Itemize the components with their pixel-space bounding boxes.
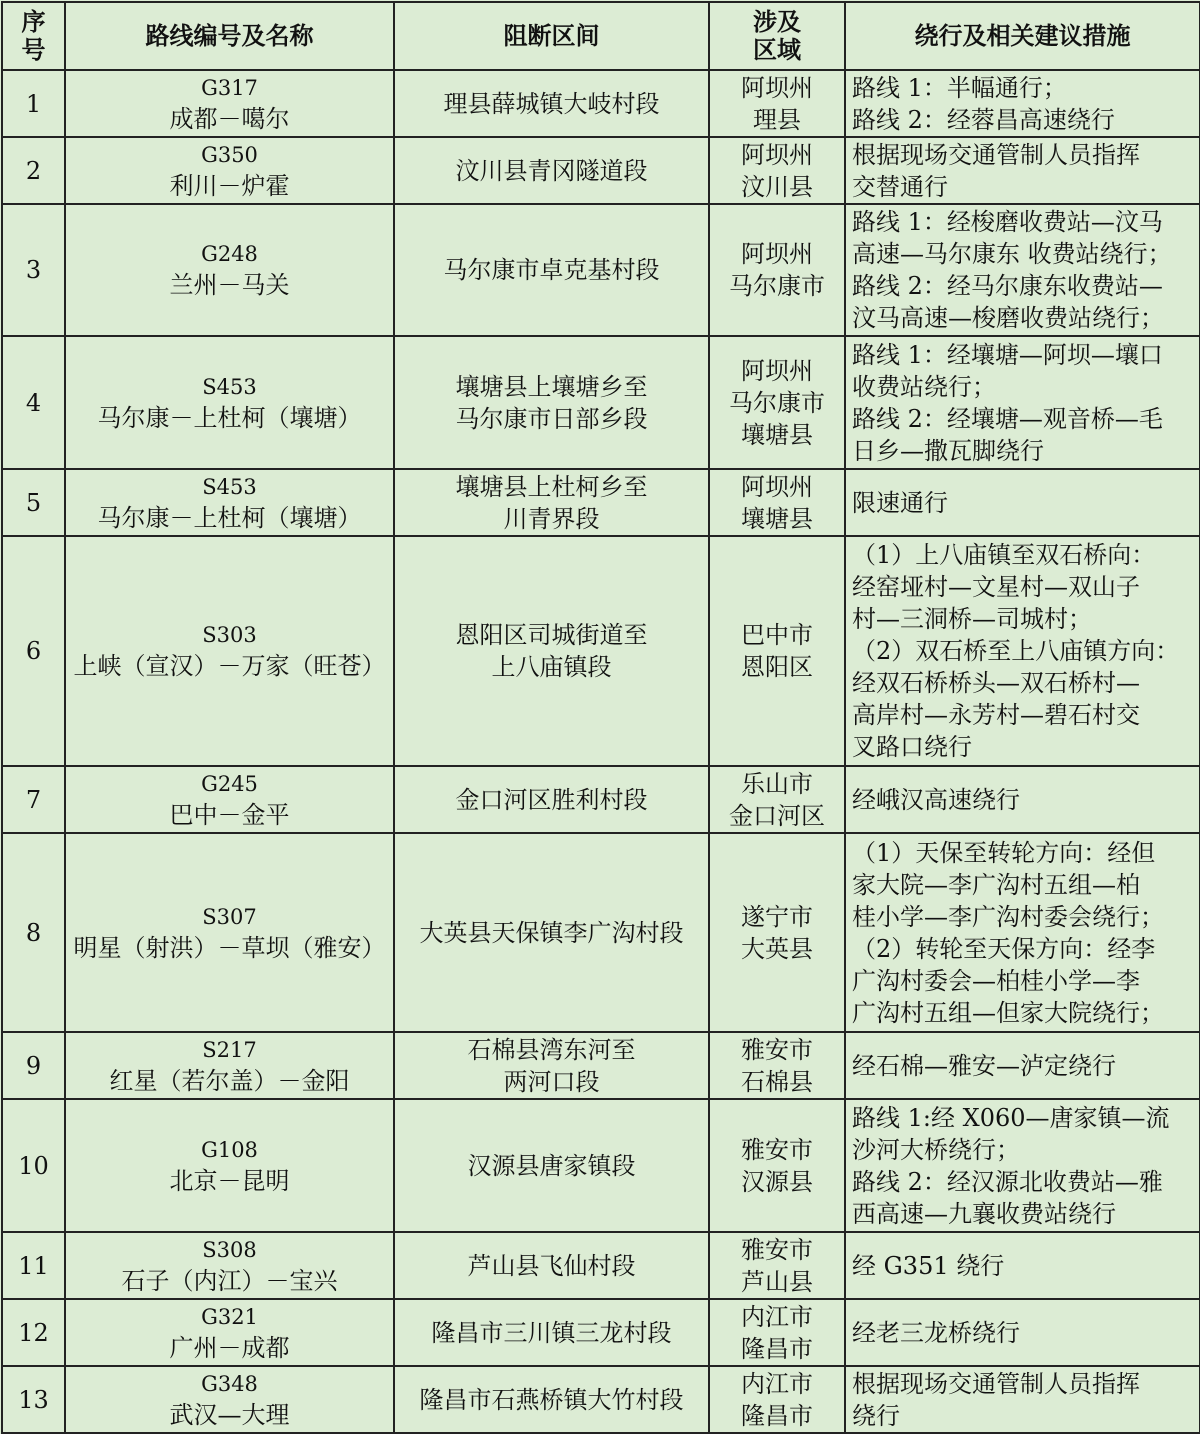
table-body (2, 70, 1200, 1433)
header-row (2, 2, 1200, 70)
route-name: 上峡（宣汉）－万家（旺苍） (73, 652, 386, 680)
detour-line: 路线 2：经蓉昌高速绕行 (852, 105, 1115, 134)
cell-area (709, 1032, 845, 1099)
detour-line: 绕行 (852, 1401, 900, 1430)
route-code: S303 (202, 623, 257, 647)
cell-seq: 4 (2, 336, 65, 469)
cell-seq: 10 (2, 1099, 65, 1232)
header-detour: 绕行及相关建议措施 (845, 2, 1200, 70)
cell-area (709, 204, 845, 336)
cell-route (65, 1099, 394, 1232)
detour-line: 高速—马尔康东 收费站绕行； (852, 240, 1172, 268)
cell-area (709, 469, 845, 536)
route-code: G245 (201, 771, 258, 796)
cell-area (709, 766, 845, 833)
route-name: 马尔康－上杜柯（壤塘） (97, 503, 362, 532)
cell-seq: 5 (2, 469, 65, 536)
detour-line: 日乡—撒瓦脚绕行 (852, 436, 1044, 465)
table-row (2, 1366, 1200, 1433)
section-line: 理县薛城镇大岐村段 (443, 89, 660, 118)
cell-route (65, 1032, 394, 1099)
cell-detour (845, 1366, 1200, 1433)
detour-line: 桂小学—李广沟村委会绕行； (852, 902, 1164, 931)
section-line: 马尔康市日部乡段 (455, 404, 648, 433)
cell-seq: 3 (2, 204, 65, 336)
cell-detour (845, 469, 1200, 536)
section-line: 两河口段 (503, 1067, 600, 1096)
detour-line: 路线 2：经壤塘—观音桥—毛 (852, 404, 1163, 433)
area-line: 内江市 (741, 1369, 813, 1398)
area-line: 阿坝州 (741, 140, 813, 169)
header-section: 阻断区间 (394, 2, 709, 70)
area-line: 巴中市 (741, 621, 813, 649)
cell-seq: 2 (2, 137, 65, 204)
detour-line: 经双石桥桥头—双石桥村— (852, 669, 1140, 697)
detour-line: 经石棉—雅安—泸定绕行 (852, 1051, 1116, 1080)
table-row (2, 204, 1200, 336)
area-line: 汶川县 (741, 172, 813, 201)
cell-detour (845, 833, 1200, 1032)
area-line: 壤塘县 (741, 504, 813, 533)
cell-detour (845, 137, 1200, 204)
cell-section (394, 204, 709, 336)
cell-seq: 1 (2, 70, 65, 137)
area-line: 石棉县 (741, 1067, 813, 1096)
detour-line: 广沟村委会—柏桂小学—李 (852, 966, 1140, 995)
area-line: 马尔康市 (729, 388, 825, 417)
area-line: 雅安市 (741, 1035, 813, 1064)
cell-detour (845, 536, 1200, 766)
cell-route (65, 1366, 394, 1433)
route-name: 北京－昆明 (169, 1166, 290, 1195)
cell-area (709, 1366, 845, 1433)
route-code: G108 (201, 1137, 258, 1162)
cell-seq: 6 (2, 536, 65, 766)
area-line: 内江市 (741, 1302, 813, 1331)
route-code: G348 (201, 1371, 258, 1396)
route-name: 明星（射洪）－草坝（雅安） (73, 933, 386, 962)
section-line: 隆昌市石燕桥镇大竹村段 (419, 1385, 684, 1414)
table-row (2, 469, 1200, 536)
area-line: 乐山市 (741, 769, 813, 798)
header-seq-line: 序 (21, 7, 46, 36)
detour-line: 沙河大桥绕行； (852, 1135, 1020, 1164)
detour-line: 路线 2：经马尔康东收费站— (852, 272, 1163, 300)
area-line: 芦山县 (741, 1267, 813, 1296)
cell-route (65, 1232, 394, 1299)
table-row (2, 137, 1200, 204)
cell-section (394, 766, 709, 833)
detour-line: 限速通行 (852, 488, 948, 517)
cell-section (394, 137, 709, 204)
detour-line: 叉路口绕行 (852, 733, 972, 761)
cell-section (394, 833, 709, 1032)
cell-detour (845, 1299, 1200, 1366)
cell-area (709, 1232, 845, 1299)
cell-route (65, 766, 394, 833)
area-line: 阿坝州 (741, 73, 813, 102)
header-seq (2, 2, 65, 70)
detour-line: 广沟村五组—但家大院绕行； (852, 998, 1164, 1027)
table-row (2, 536, 1200, 766)
area-line: 阿坝州 (741, 356, 813, 385)
table-row (2, 1032, 1200, 1099)
detour-line: 收费站绕行； (852, 372, 996, 401)
cell-seq: 7 (2, 766, 65, 833)
table-row (2, 70, 1200, 137)
cell-section (394, 336, 709, 469)
cell-detour (845, 204, 1200, 336)
cell-detour (845, 766, 1200, 833)
detour-line: （2）双石桥至上八庙镇方向： (852, 637, 1180, 665)
cell-area (709, 137, 845, 204)
cell-seq: 9 (2, 1032, 65, 1099)
cell-section (394, 1032, 709, 1099)
section-line: 川青界段 (503, 504, 600, 533)
header-area (709, 2, 845, 70)
area-line: 阿坝州 (741, 472, 813, 501)
cell-section (394, 1232, 709, 1299)
route-code: S453 (202, 474, 257, 499)
cell-area (709, 70, 845, 137)
route-code: S308 (202, 1237, 257, 1262)
section-line: 上八庙镇段 (491, 653, 612, 681)
cell-section (394, 469, 709, 536)
cell-area (709, 536, 845, 766)
detour-line: （1）上八庙镇至双石桥向： (852, 541, 1156, 569)
cell-route (65, 536, 394, 766)
cell-route (65, 70, 394, 137)
section-line: 大英县天保镇李广沟村段 (419, 918, 684, 947)
detour-line: （1）天保至转轮方向：经但 (852, 838, 1156, 867)
detour-line: 路线 1：经梭磨收费站—汶马 (852, 208, 1163, 236)
detour-line: 高岸村—永芳村—碧石村交 (852, 701, 1140, 729)
table-row (2, 833, 1200, 1032)
area-line: 恩阳区 (741, 653, 813, 681)
cell-detour (845, 336, 1200, 469)
detour-line: 路线 2：经汉源北收费站—雅 (852, 1167, 1163, 1196)
section-line: 恩阳区司城街道至 (455, 621, 648, 649)
area-line: 遂宁市 (741, 902, 813, 931)
section-line: 金口河区胜利村段 (455, 785, 648, 814)
route-code: G317 (201, 75, 258, 100)
section-line: 汶川县青冈隧道段 (455, 156, 648, 185)
detour-line: 路线 1：半幅通行； (852, 73, 1067, 102)
cell-route (65, 833, 394, 1032)
route-name: 成都－噶尔 (169, 104, 290, 133)
cell-detour (845, 1032, 1200, 1099)
table-row (2, 1299, 1200, 1366)
section-line: 芦山县飞仙村段 (467, 1251, 636, 1280)
cell-area (709, 336, 845, 469)
detour-line: 根据现场交通管制人员指挥 (852, 140, 1140, 169)
cell-seq: 8 (2, 833, 65, 1032)
detour-line: 经窑垭村—文星村—双山子 (852, 573, 1140, 601)
header-area-line: 涉及 (753, 7, 801, 36)
area-line: 雅安市 (741, 1135, 813, 1164)
cell-area (709, 1099, 845, 1232)
detour-line: 村—三洞桥—司城村； (852, 605, 1092, 633)
header-area-line: 区域 (753, 35, 801, 64)
section-line: 壤塘县上壤塘乡至 (455, 372, 648, 401)
route-code: G350 (201, 142, 258, 167)
route-name: 巴中－金平 (169, 800, 290, 829)
cell-area (709, 1299, 845, 1366)
cell-detour (845, 1232, 1200, 1299)
route-name: 红星（若尔盖）－金阳 (109, 1066, 350, 1095)
detour-line: 交替通行 (852, 172, 948, 201)
section-line: 隆昌市三川镇三龙村段 (431, 1318, 672, 1347)
route-code: S217 (202, 1037, 257, 1062)
detour-line: 经老三龙桥绕行 (852, 1318, 1020, 1347)
detour-line: 经 G351 绕行 (852, 1251, 1005, 1280)
cell-section (394, 1099, 709, 1232)
table-row (2, 766, 1200, 833)
route-name: 广州－成都 (169, 1333, 290, 1362)
cell-seq: 12 (2, 1299, 65, 1366)
route-code: G321 (201, 1304, 258, 1329)
detour-line: 经峨汉高速绕行 (852, 785, 1020, 814)
detour-line: 路线 1：经壤塘—阿坝—壤口 (852, 340, 1163, 369)
area-line: 金口河区 (729, 801, 825, 830)
route-code: S307 (202, 904, 257, 929)
detour-line: 汶马高速—梭磨收费站绕行； (852, 304, 1164, 332)
route-code: G248 (201, 242, 258, 266)
area-line: 隆昌市 (741, 1334, 813, 1363)
detour-line: （2）转轮至天保方向：经李 (852, 934, 1156, 963)
header-seq-line: 号 (21, 35, 46, 64)
route-name: 石子（内江）－宝兴 (121, 1266, 338, 1295)
cell-seq: 11 (2, 1232, 65, 1299)
area-line: 马尔康市 (729, 272, 825, 300)
detour-line: 西高速—九襄收费站绕行 (852, 1199, 1116, 1228)
route-code: S453 (202, 374, 257, 399)
cell-seq: 13 (2, 1366, 65, 1433)
cell-route (65, 204, 394, 336)
cell-section (394, 70, 709, 137)
section-line: 壤塘县上杜柯乡至 (455, 472, 648, 501)
detour-line: 根据现场交通管制人员指挥 (852, 1369, 1140, 1398)
route-name: 武汉—大理 (169, 1400, 290, 1429)
section-line: 马尔康市卓克基村段 (443, 256, 660, 284)
area-line: 壤塘县 (741, 420, 813, 449)
section-line: 汉源县唐家镇段 (467, 1151, 636, 1180)
table-row (2, 1099, 1200, 1232)
route-name: 兰州－马关 (169, 271, 290, 299)
cell-section (394, 536, 709, 766)
table-row (2, 1232, 1200, 1299)
detour-line: 家大院—李广沟村五组—柏 (852, 870, 1140, 899)
route-name: 马尔康－上杜柯（壤塘） (97, 403, 362, 432)
table-row (2, 336, 1200, 469)
road-closure-table (1, 1, 1200, 1434)
detour-line: 路线 1:经 X060—唐家镇—流 (852, 1103, 1170, 1132)
area-line: 雅安市 (741, 1235, 813, 1264)
route-name: 利川－炉霍 (169, 171, 290, 200)
cell-route (65, 469, 394, 536)
area-line: 阿坝州 (741, 240, 813, 268)
cell-route (65, 336, 394, 469)
area-line: 隆昌市 (741, 1401, 813, 1430)
area-line: 大英县 (741, 934, 813, 963)
cell-section (394, 1366, 709, 1433)
section-line: 石棉县湾东河至 (467, 1035, 636, 1064)
cell-detour (845, 70, 1200, 137)
cell-route (65, 1299, 394, 1366)
area-line: 汉源县 (741, 1167, 813, 1196)
cell-route (65, 137, 394, 204)
cell-detour (845, 1099, 1200, 1232)
area-line: 理县 (753, 105, 801, 134)
header-route: 路线编号及名称 (65, 2, 394, 70)
cell-section (394, 1299, 709, 1366)
cell-area (709, 833, 845, 1032)
